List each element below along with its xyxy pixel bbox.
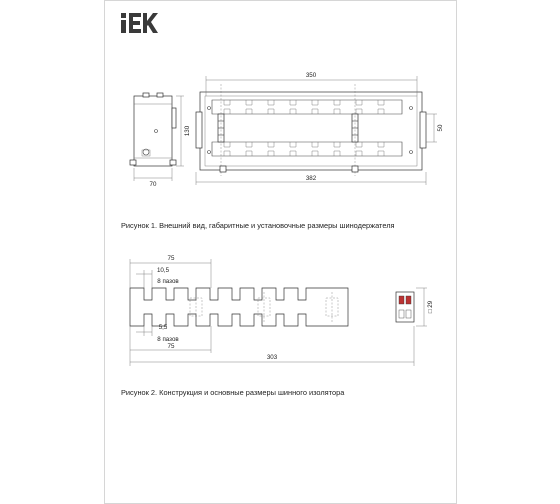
figure1-caption: Рисунок 1. Внешний вид, габаритные и установочные размеры шинодержателя: [121, 221, 395, 230]
dim-section-29: □ 29: [427, 300, 434, 314]
figure1-side-view: [130, 93, 191, 188]
figure2-caption: Рисунок 2. Конструкция и основные размеры шинного изолятора: [121, 388, 345, 397]
dim-overall-303: 303: [266, 354, 278, 361]
dim-bottom-slot: 5,5: [158, 324, 168, 331]
dim-pitch-50: 50: [437, 124, 444, 132]
sheet-border: [105, 1, 457, 504]
dim-bottom-slots-count: 8 пазов: [157, 336, 179, 343]
dim-height-130: 130: [184, 125, 191, 137]
dim-mount-382: 382: [305, 175, 317, 182]
dim-top-slot: 10,5: [156, 267, 170, 274]
dim-width-70: 70: [149, 181, 157, 188]
iek-logo: [121, 13, 158, 33]
dim-top-slots-count: 8 пазов: [157, 278, 179, 285]
dim-top-75: 75: [167, 255, 175, 262]
dim-bottom-75: 75: [167, 343, 175, 350]
dim-length-350: 350: [305, 72, 317, 79]
figure2-insulator: [130, 255, 434, 366]
figure1-front-view: [196, 72, 444, 185]
